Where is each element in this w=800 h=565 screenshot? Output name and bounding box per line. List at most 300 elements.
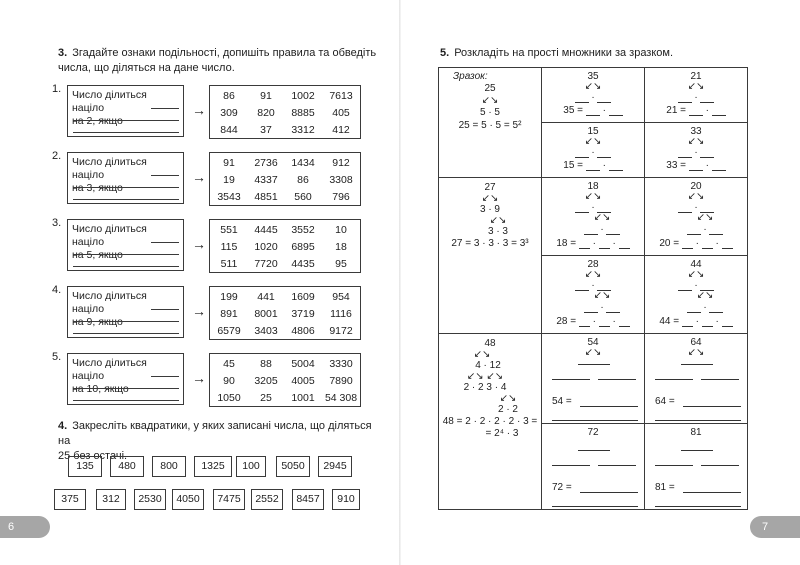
answer-line[interactable] [598,379,636,380]
rule-answer-line[interactable] [73,333,179,334]
cell-20[interactable] [645,178,748,256]
arrows-icon: ↙↘ [593,212,611,223]
blank[interactable] [722,319,733,327]
rule-answer-line[interactable] [73,321,179,322]
sample-label: Зразок: [453,71,488,82]
rule-answer-line[interactable] [73,199,179,200]
blank[interactable] [575,150,589,158]
answer-line[interactable] [598,465,636,466]
arrow-right-icon: → [192,370,206,386]
equation-label: 81 = [655,482,675,493]
task3-text-2: числа, що діляться на дане число. [58,62,235,74]
number-choice[interactable]: 86 [297,174,309,186]
blank[interactable] [579,319,590,327]
sample-27-result: 27 = 3 · 3 · 3 = 3³ [451,238,529,249]
cell-number: 33 [690,126,702,137]
number-choice[interactable]: 5004 [291,358,315,370]
cell-81[interactable] [645,424,748,510]
equation-label: 54 = [552,396,572,407]
answer-line[interactable] [655,506,741,507]
cell-number: 72 [587,427,599,438]
cell-35[interactable] [542,68,645,123]
dot: · [715,316,719,327]
dot: · [705,160,709,171]
number-choice[interactable]: 7890 [329,375,353,387]
number-square[interactable]: 8457 [292,489,324,510]
cell-44[interactable] [645,256,748,334]
arrows-icon: ↙↘ [696,290,714,301]
blank[interactable] [619,241,630,249]
dot: · [694,147,698,158]
equation-line[interactable] [542,160,644,171]
blank[interactable] [689,108,703,116]
number-choice[interactable]: 891 [220,308,238,320]
blank[interactable] [619,319,630,327]
task3-heading [58,46,378,76]
dot: · [592,238,596,249]
number-choice[interactable]: 6895 [291,241,315,253]
answer-line[interactable] [552,379,590,380]
task4-text-1: Закресліть квадратики, у яких записані числа, що діляться на [58,420,372,447]
number-choice[interactable]: 3312 [291,124,315,136]
cell-64[interactable] [645,334,748,424]
rule-answer-line[interactable] [151,242,179,243]
sample-48-split-2: 2 · 2 3 · 4 [463,382,507,393]
page-number-left [0,516,50,538]
number-choice[interactable]: 309 [220,107,238,119]
equation-line[interactable] [645,238,747,249]
blank-pair[interactable] [645,92,747,103]
equation-label: 33 = [666,160,687,171]
rule-text-1: Число ділиться націло [72,156,147,181]
number-choice[interactable]: 54 308 [324,392,358,404]
answer-line[interactable] [683,492,741,493]
equation-label: 44 = [659,316,680,327]
dot: · [600,224,604,235]
number-square[interactable]: 910 [332,489,360,510]
number-choice[interactable]: 796 [332,191,350,203]
dot: · [600,302,604,313]
dot: · [591,147,595,158]
page-fold [399,0,401,565]
equation-line[interactable] [645,316,747,327]
number-choice[interactable]: 3552 [291,224,315,236]
sample-27-cell [439,178,542,334]
number-choice[interactable]: 844 [220,124,238,136]
equation-label: 72 = [552,482,572,493]
number-choice[interactable]: 441 [257,291,275,303]
blank[interactable] [599,319,610,327]
number-choice[interactable]: 560 [294,191,312,203]
number-square[interactable]: 312 [96,489,126,510]
number-choice[interactable]: 3403 [254,325,278,337]
equation-line[interactable] [542,316,644,327]
blank[interactable] [586,163,600,171]
rule-text-2: на 10, якщо [72,383,129,395]
blank[interactable] [599,241,610,249]
number-square[interactable]: 135 [68,456,102,477]
answer-line[interactable] [552,420,638,421]
cell-72[interactable] [542,424,645,510]
rule-box [67,286,184,338]
number-choice[interactable]: 7720 [254,258,278,270]
number-choice[interactable]: 88 [260,358,272,370]
blank[interactable] [709,227,723,235]
number-square[interactable]: 375 [54,489,86,510]
blank[interactable] [700,95,714,103]
blank[interactable] [687,227,701,235]
sample-48-split-3: 2 · 2 [497,404,518,415]
number-choice[interactable]: 954 [332,291,350,303]
rule-answer-line[interactable] [73,254,179,255]
blank[interactable] [584,305,598,313]
rule-answer-line[interactable] [151,309,179,310]
number-square[interactable]: 2530 [134,489,166,510]
blank-pair[interactable] [542,92,644,103]
sample-48-arrows-2: ↙↘ ↙↘ [466,371,504,382]
blank-pair[interactable] [560,224,644,235]
cell-33[interactable] [645,123,748,178]
blank[interactable] [606,227,620,235]
cell-number: 64 [690,337,702,348]
cell-18[interactable] [542,178,645,256]
number-choice[interactable]: 4337 [254,174,278,186]
blank-pair[interactable] [645,147,747,158]
task5-title: Розкладіть на прості множники за зразком. [454,47,674,59]
number-choice[interactable]: 1020 [254,241,278,253]
number-choice[interactable]: 3205 [254,375,278,387]
blank-pair[interactable] [663,224,747,235]
rule-answer-line[interactable] [73,400,179,401]
dot: · [602,160,606,171]
sample-48-cell [439,334,542,510]
blank[interactable] [700,150,714,158]
number-square[interactable]: 480 [110,456,144,477]
sample-27-split-1: 3 · 9 [479,204,500,215]
task3-number: 3. [58,47,68,59]
number-choice[interactable]: 37 [260,124,272,136]
dot: · [612,238,616,249]
rule-box [67,152,184,204]
blank[interactable] [712,163,726,171]
number-choice[interactable]: 115 [220,241,238,253]
arrows-icon: ↙↘ [687,191,705,202]
cell-28[interactable] [542,256,645,334]
number-square[interactable]: 5050 [276,456,310,477]
number-square[interactable]: 7475 [213,489,245,510]
blank[interactable] [586,108,600,116]
dot: · [612,316,616,327]
answer-line[interactable] [578,364,610,365]
numbers-box [209,85,361,139]
rule-box [67,353,184,405]
arrows-icon: ↙↘ [687,81,705,92]
number-choice[interactable]: 86 [223,90,235,102]
blank[interactable] [709,305,723,313]
cell-21[interactable] [645,68,748,123]
rule-box [67,85,184,137]
number-choice[interactable]: 511 [220,258,238,270]
sample-48-arrows-1: ↙↘ [473,349,491,360]
rule-number: 5. [52,351,62,363]
arrows-icon: ↙↘ [584,136,602,147]
arrows-icon: ↙↘ [584,347,602,358]
dot: · [602,105,606,116]
number-choice[interactable]: 1001 [291,392,315,404]
blank[interactable] [678,95,692,103]
number-square[interactable]: 2945 [318,456,352,477]
rule-number: 2. [52,150,62,162]
number-choice[interactable]: 405 [332,107,350,119]
number-choice[interactable]: 3719 [291,308,315,320]
numbers-box [209,152,361,206]
answer-line[interactable] [655,379,693,380]
blank[interactable] [609,108,623,116]
number-square[interactable]: 800 [152,456,186,477]
arrow-right-icon: → [192,303,206,319]
number-choice[interactable]: 551 [220,224,238,236]
blank[interactable] [597,95,611,103]
number-choice[interactable]: 4005 [291,375,315,387]
equation-line[interactable] [645,160,747,171]
blank[interactable] [678,150,692,158]
page-number-right-text: 7 [762,521,769,533]
blank[interactable] [682,241,693,249]
rule-text-2: на 5, якщо [72,249,123,261]
rule-answer-line[interactable] [73,388,179,389]
blank[interactable] [702,241,713,249]
page-number-left-text: 6 [8,521,15,533]
blank[interactable] [609,163,623,171]
rule-text-1: Число ділиться націло [72,290,147,315]
number-choice[interactable]: 2736 [254,157,278,169]
dot: · [703,224,707,235]
dot: · [591,280,595,291]
sample-25-split: 5 · 5 [479,107,500,118]
equation-line[interactable] [542,238,644,249]
equation-line[interactable] [542,105,644,116]
blank-pair[interactable] [663,302,747,313]
rule-text-2: на 2, якщо [72,115,123,127]
factorization-table [438,67,748,510]
sample-48-result-1: 48 = 2 · 2 · 2 · 2 · 3 = [442,416,538,427]
cell-number: 15 [587,126,599,137]
sample-27-number: 27 [484,182,496,193]
answer-line[interactable] [701,379,739,380]
equation-label: 28 = [556,316,577,327]
sample-48-number: 48 [484,338,496,349]
task3-text-1: Згадайте ознаки подільності, допишіть правила та обведіть [72,47,377,59]
blank[interactable] [712,108,726,116]
rule-answer-line[interactable] [73,120,179,121]
answer-line[interactable] [552,465,590,466]
arrows-icon: ↙↘ [687,269,705,280]
sample-48-arrows-3: ↙↘ [499,393,517,404]
sample-25-cell [439,68,542,178]
page-number-right [750,516,800,538]
arrows-icon: ↙↘ [584,81,602,92]
answer-line[interactable] [681,450,713,451]
number-choice[interactable]: 912 [332,157,350,169]
sample-25-result: 25 = 5 · 5 = 5² [458,120,522,131]
rule-answer-line[interactable] [73,266,179,267]
blank[interactable] [689,163,703,171]
dot: · [705,105,709,116]
number-square[interactable]: 4050 [172,489,204,510]
cell-54[interactable] [542,334,645,424]
rule-text-1: Число ділиться націло [72,223,147,248]
rule-text-2: на 3, якщо [72,182,123,194]
blank[interactable] [575,95,589,103]
number-choice[interactable]: 95 [335,258,347,270]
answer-line[interactable] [683,406,741,407]
answer-line[interactable] [552,506,638,507]
arrows-icon: ↙↘ [696,212,714,223]
arrows-icon: ↙↘ [584,191,602,202]
number-choice[interactable]: 4435 [291,258,315,270]
answer-line[interactable] [580,492,638,493]
number-choice[interactable]: 1434 [291,157,315,169]
number-square[interactable]: 2552 [251,489,283,510]
dot: · [695,238,699,249]
arrow-right-icon: → [192,169,206,185]
blank[interactable] [722,241,733,249]
rule-answer-line[interactable] [151,108,179,109]
cell-15[interactable] [542,123,645,178]
rule-answer-line[interactable] [151,376,179,377]
rule-number: 1. [52,83,62,95]
dot: · [694,92,698,103]
dot: · [694,202,698,213]
sample-27-split-2: 3 · 3 [487,226,508,237]
numbers-box [209,286,361,340]
rule-text-1: Число ділиться націло [72,89,147,114]
number-choice[interactable]: 19 [223,174,235,186]
number-choice[interactable]: 1050 [217,392,241,404]
sample-48-result-2: = 2⁴ · 3 [485,428,519,439]
number-choice[interactable]: 8885 [291,107,315,119]
sample-27-arrows-2: ↙↘ [489,215,507,226]
equation-label: 21 = [666,105,687,116]
numbers-box [209,353,361,407]
cell-number: 18 [587,181,599,192]
sample-27-arrows-1: ↙↘ [481,193,499,204]
answer-line[interactable] [655,420,741,421]
task5-heading [440,46,673,61]
equation-label: 20 = [659,238,680,249]
rule-answer-line[interactable] [73,132,179,133]
number-choice[interactable]: 1609 [291,291,315,303]
number-square[interactable]: 100 [236,456,266,477]
blank[interactable] [579,241,590,249]
number-choice[interactable]: 199 [220,291,238,303]
equation-label: 15 = [563,160,584,171]
rule-box [67,219,184,271]
blank[interactable] [687,305,701,313]
blank[interactable] [682,319,693,327]
number-choice[interactable]: 820 [257,107,275,119]
number-choice[interactable]: 8001 [254,308,278,320]
cell-number: 54 [587,337,599,348]
number-choice[interactable]: 1116 [330,308,352,320]
equation-label: 64 = [655,396,675,407]
number-choice[interactable]: 9172 [329,325,353,337]
number-choice[interactable]: 7613 [329,90,353,102]
dot: · [695,316,699,327]
task5-number: 5. [440,47,450,59]
cell-number: 35 [587,71,599,82]
number-choice[interactable]: 4851 [254,191,278,203]
number-square[interactable]: 1325 [194,456,232,477]
answer-line[interactable] [578,450,610,451]
answer-line[interactable] [655,465,693,466]
dot: · [592,316,596,327]
number-choice[interactable]: 6579 [217,325,241,337]
answer-line[interactable] [681,364,713,365]
dot: · [703,302,707,313]
cell-number: 20 [690,181,702,192]
task4-text-2: 25 без остачі. [58,450,128,462]
cell-number: 44 [690,259,702,270]
number-choice[interactable]: 4806 [291,325,315,337]
sample-25-number: 25 [484,83,496,94]
number-choice[interactable]: 18 [335,241,347,253]
number-choice[interactable]: 90 [223,375,235,387]
number-choice[interactable]: 25 [260,392,272,404]
blank[interactable] [702,319,713,327]
blank[interactable] [584,227,598,235]
rule-text-2: на 9, якщо [72,316,123,328]
cell-number: 81 [690,427,702,438]
task4-number: 4. [58,420,68,432]
dot: · [694,280,698,291]
number-choice[interactable]: 3308 [329,174,353,186]
answer-line[interactable] [580,406,638,407]
answer-line[interactable] [701,465,739,466]
rule-text-1: Число ділиться націло [72,357,147,382]
number-choice[interactable]: 91 [223,157,235,169]
dot: · [591,92,595,103]
rule-answer-line[interactable] [73,187,179,188]
blank-pair[interactable] [560,302,644,313]
equation-line[interactable] [645,105,747,116]
number-choice[interactable]: 45 [223,358,235,370]
rule-number: 4. [52,284,62,296]
rule-number: 3. [52,217,62,229]
number-choice[interactable]: 3543 [217,191,241,203]
blank-pair[interactable] [542,147,644,158]
number-choice[interactable]: 3330 [329,358,353,370]
number-choice[interactable]: 10 [335,224,347,236]
numbers-box [209,219,361,273]
arrows-icon: ↙↘ [593,290,611,301]
blank[interactable] [597,150,611,158]
rule-answer-line[interactable] [151,175,179,176]
arrows-icon: ↙↘ [687,136,705,147]
arrows-icon: ↙↘ [584,269,602,280]
dot: · [591,202,595,213]
cell-number: 21 [690,71,702,82]
number-choice[interactable]: 4445 [254,224,278,236]
number-choice[interactable]: 1002 [291,90,315,102]
sample-48-split-1: 4 · 12 [475,360,501,371]
sample-25-arrows: ↙↘ [481,95,499,106]
arrow-right-icon: → [192,102,206,118]
number-choice[interactable]: 91 [260,90,272,102]
number-choice[interactable]: 412 [332,124,350,136]
blank[interactable] [606,305,620,313]
equation-label: 18 = [556,238,577,249]
